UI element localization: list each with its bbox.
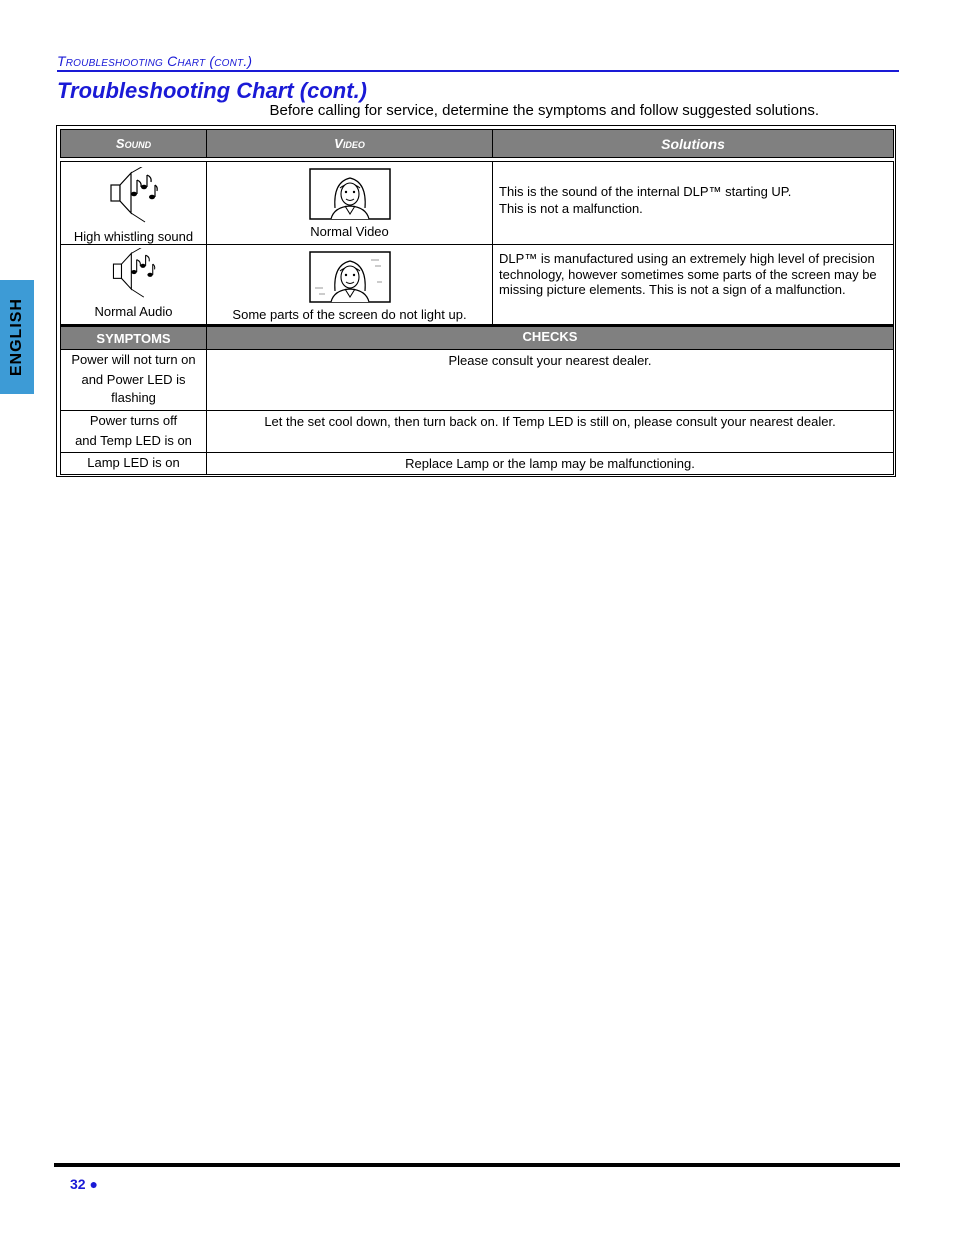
symptom-1-line1: Power will not turn on (71, 352, 196, 367)
row2-video-text: Some parts of the screen do not light up. (232, 307, 467, 322)
page-number: 32 ● (70, 1176, 98, 1192)
language-tab (0, 280, 34, 394)
header-rule (57, 70, 899, 72)
symptom-2-line2: and Temp LED is on (75, 433, 192, 448)
running-head: Troubleshooting Chart (cont.) (57, 53, 253, 69)
row1-video-text: Normal Video (310, 224, 389, 239)
row1-sound-text: High whistling sound (73, 229, 194, 244)
header-solutions: Solutions (492, 129, 894, 158)
check-temp-led: Let the set cool down, then turn back on. If Temp LED is still on, please consult your nearest dealer. (206, 410, 894, 453)
row2-video-cell (206, 244, 493, 325)
symptom-lamp-led: Lamp LED is on (60, 452, 207, 475)
speaker-music-icon (109, 167, 159, 223)
header-video: Video (206, 129, 493, 158)
row1-sound-cell (60, 161, 207, 245)
row2-sound-text: Normal Audio (94, 304, 173, 319)
row2-sound-cell (60, 244, 207, 325)
intro-text: Before calling for service, determine the symptoms and follow suggested solutions. (269, 102, 819, 119)
language-tab-label: ENGLISH (8, 297, 25, 377)
symptom-1-line3: flashing (111, 390, 156, 405)
header-checks: CHECKS (206, 326, 894, 350)
header-sound: Sound (60, 129, 207, 158)
check-lamp-led: Replace Lamp or the lamp may be malfunctioning. (206, 452, 894, 475)
troubleshooting-table (56, 125, 896, 477)
tv-woman-face-icon (309, 168, 391, 220)
row1-solution-line2: This is not a malfunction. (499, 201, 643, 216)
page-title: Troubleshooting Chart (cont.) (57, 78, 368, 103)
speaker-music-icon (109, 248, 159, 298)
row2-solution-cell (492, 244, 894, 325)
tv-woman-face-missing-elements-icon (309, 251, 391, 303)
row1-video-cell (206, 161, 493, 245)
header-symptoms: SYMPTOMS (60, 326, 207, 350)
footer-rule (54, 1163, 900, 1167)
row1-solution-line1: This is the sound of the internal DLP™ starting UP. (499, 184, 792, 199)
symptom-1-line2: and Power LED is (81, 372, 186, 387)
row2-solution-text: DLP™ is manufactured using an extremely high level of precision technology, however sometimes some parts of the screen may be missing picture elements. This is not a sign of a malfunction. (499, 251, 877, 297)
symptom-temp-led (60, 410, 207, 453)
symptom-2-line1: Power turns off (89, 413, 178, 428)
symptom-power-flashing (60, 349, 207, 411)
row1-solution-cell (492, 161, 894, 245)
check-power-flashing: Please consult your nearest dealer. (206, 349, 894, 411)
